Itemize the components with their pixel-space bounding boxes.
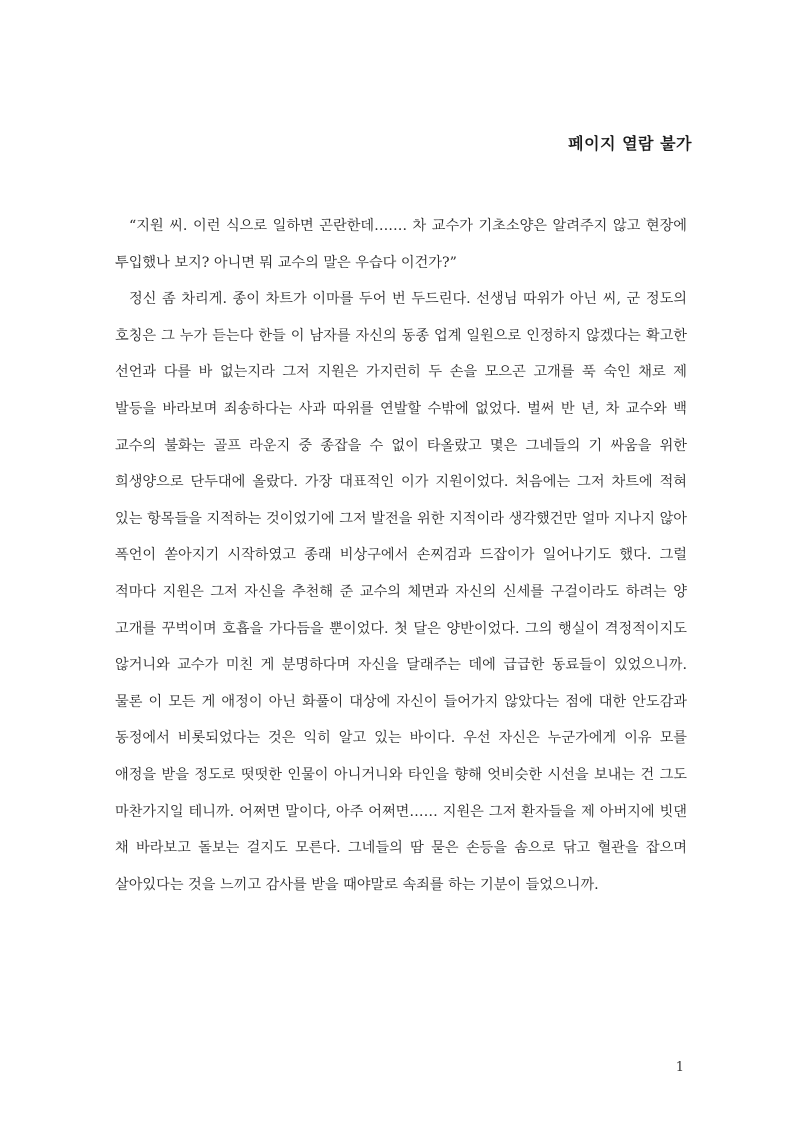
paragraph-dialogue: “지원 씨. 이런 식으로 일하면 곤란한데……. 차 교수가 기초소양은 알려주지 않고 현장에 투입했나 보지? 아니면 뭐 교수의 말은 우습다 이건가?” — [115, 218, 687, 271]
page-number: 1 — [675, 1060, 684, 1075]
page-title: 페이지 열람 불가 — [568, 134, 692, 153]
body-text — [115, 208, 687, 903]
paragraph-narrative: 정신 좀 차리게. 종이 차트가 이마를 두어 번 두드린다. 선생님 따위가 아닌 씨, 군 정도의 호칭은 그 누가 듣는다 한들 이 남자를 자신의 동종 업계 일원으로 인정하지 않겠다는 확고한 선언과 다를 바 없는지라 그저 지원은 가지런히 두 손을 모으곤 고개를 푹 숙인 채로 제 발등을 바라보며 죄송하다는 사과 따위를 연발할 수밖에 없었다. 벌써 반 년, 차 교수와 백 교수의 불화는 골프 라운지 중 종잡을 수 없이 타올랐고 몇은 그네들의 기 싸움을 위한 희생양으로 단두대에 올랐다. 가장 대표적인 이가 지원이었다. 처음에는 그저 차트에 적혀 있는 항목들을 지적하는 것이었기에 그저 발전을 위한 지적이라 생각했건만 얼마 지나지 않아 폭언이 쏟아지기 시작하였고 종래 비상구에서 손찌검과 드잡이가 일어나기도 했다. 그럴 적마다 지원은 그저 자신을 추천해 준 교수의 체면과 자신의 신세를 구걸이라도 하려는 양 고개를 꾸벅이며 호흡을 가다듬을 뿐이었다. 첫 달은 양반이었다. 그의 행실이 격정적이지도 않거니와 교수가 미친 게 분명하다며 자신을 달래주는 데에 급급한 동료들이 있었으니까. 물론 이 모든 게 애정이 아닌 화풀이 대상에 자신이 들어가지 않았다는 점에 대한 안도감과 동정에서 비롯되었다는 것은 익히 알고 있는 바이다. 우선 자신은 누군가에게 이유 모를 애정을 받을 정도로 떳떳한 인물이 아니거니와 타인을 향해 엇비슷한 시선을 보내는 건 그도 마찬가지일 테니까. 어쩌면 말이다, 아주 어쩌면…… 지원은 그저 환자들을 제 아버지에 빗댄 채 바라보고 돌보는 걸지도 모른다. 그네들의 땀 묻은 손등을 솜으로 닦고 혈관을 잡으며 살아있다는 것을 느끼고 감사를 받을 때야말로 속죄를 하는 기분이 들었으니까. — [115, 291, 687, 893]
